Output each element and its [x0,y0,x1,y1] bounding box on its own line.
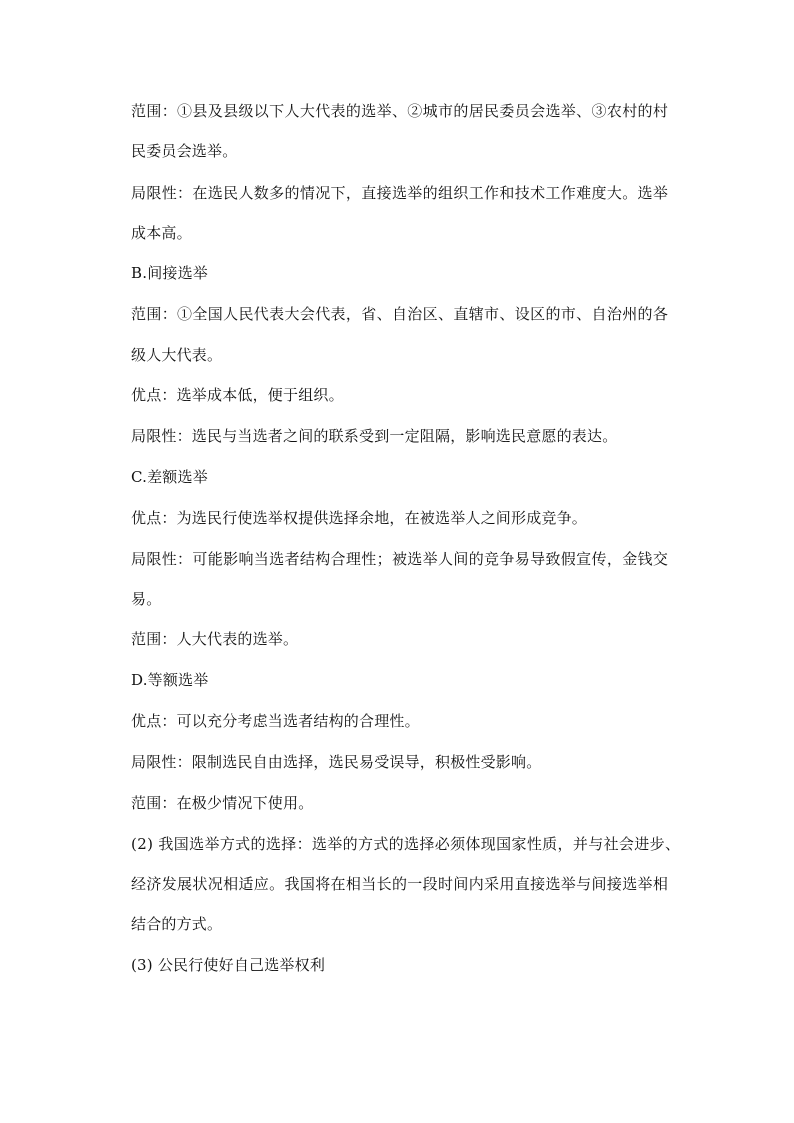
paragraph-line: 优点：为选民行使选举权提供选择余地，在被选举人之间形成竞争。 [131,509,588,527]
paragraph-line: 易。 [131,590,162,608]
section-heading: C.差额选举 [131,468,208,486]
paragraph-line: (2) 我国选举方式的选择：选举的方式的选择必须体现国家性质，并与社会进步、 [131,835,681,853]
paragraph-line: 范围：①全国人民代表大会代表，省、自治区、直辖市、设区的市、自治州的各 [131,305,669,323]
paragraph-line: 级人大代表。 [131,346,223,364]
paragraph-line: 局限性：选民与当选者之间的联系受到一定阻隔，影响选民意愿的表达。 [131,427,618,445]
paragraph-line: 成本高。 [131,224,192,242]
paragraph-line: 范围：①县及县级以下人大代表的选举、②城市的居民委员会选举、③农村的村 [131,102,669,120]
paragraph-line: 范围：在极少情况下使用。 [131,794,314,812]
section-heading: B.间接选举 [131,264,208,282]
paragraph-line: 优点：可以充分考虑当选者结构的合理性。 [131,712,420,730]
paragraph-line: 局限性：限制选民自由选择，选民易受误导，积极性受影响。 [131,753,542,771]
paragraph-line: 局限性：在选民人数多的情况下，直接选举的组织工作和技术工作难度大。选举 [131,184,669,202]
paragraph-line: 范围：人大代表的选举。 [131,630,299,648]
paragraph-line: 经济发展状况相适应。我国将在相当长的一段时间内采用直接选举与间接选举相 [131,875,669,893]
paragraph-line: 民委员会选举。 [131,142,238,160]
paragraph-line: 优点：选举成本低，便于组织。 [131,386,344,404]
section-heading: D.等额选举 [131,671,209,689]
paragraph-line: 局限性：可能影响当选者结构合理性；被选举人间的竞争易导致假宣传，金钱交 [131,550,669,568]
paragraph-line: 结合的方式。 [131,915,223,933]
paragraph-line: (3) 公民行使好自己选举权利 [131,956,326,974]
